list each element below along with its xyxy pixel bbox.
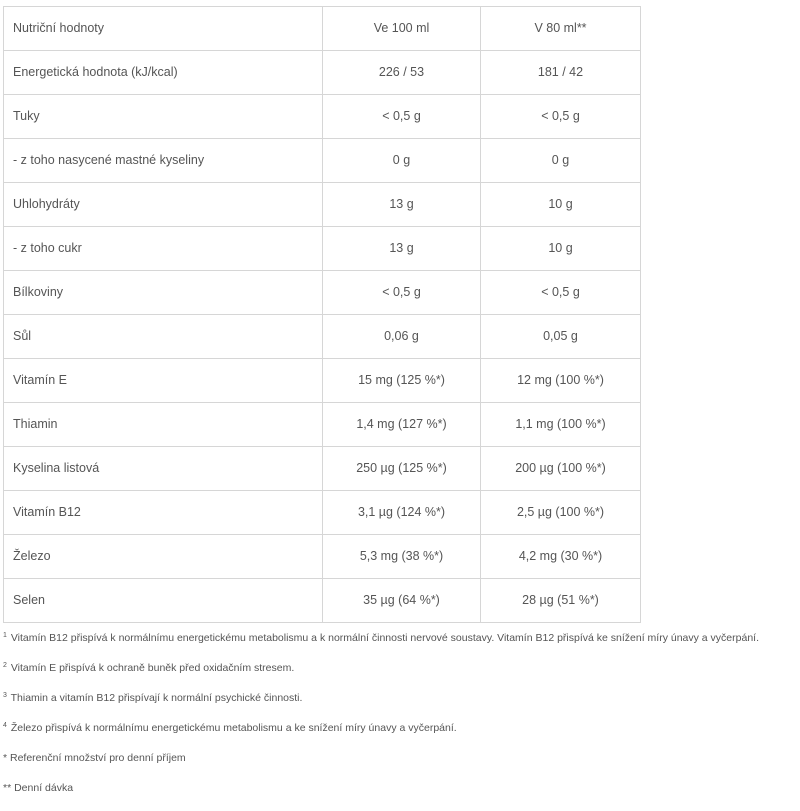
nutrient-name: Sůl (4, 315, 323, 359)
value-per-100ml: 15 mg (125 %*) (323, 359, 481, 403)
table-row (4, 579, 641, 623)
table-row (4, 183, 641, 227)
nutrient-name: Bílkoviny (4, 271, 323, 315)
table-row (4, 535, 641, 579)
value-per-100ml: 13 g (323, 183, 481, 227)
footnote-text: ** Denní dávka (3, 782, 74, 794)
footnote (3, 631, 798, 661)
value-per-80ml: 28 µg (51 %*) (481, 579, 641, 623)
nutrient-name: Kyselina listová (4, 447, 323, 491)
value-per-80ml: 2,5 µg (100 %*) (481, 491, 641, 535)
value-per-100ml: < 0,5 g (323, 271, 481, 315)
header-per-100ml: Ve 100 ml (323, 7, 481, 51)
value-per-100ml: 250 µg (125 %*) (323, 447, 481, 491)
nutrient-name: Tuky (4, 95, 323, 139)
nutrient-name: Uhlohydráty (4, 183, 323, 227)
value-per-80ml: 10 g (481, 183, 641, 227)
table-row (4, 359, 641, 403)
table-row (4, 491, 641, 535)
table-row (4, 447, 641, 491)
value-per-100ml: 0 g (323, 139, 481, 183)
nutrient-name: - z toho cukr (4, 227, 323, 271)
table-row (4, 139, 641, 183)
footnote-text: Železo přispívá k normálnímu energetickému metabolismu a ke snížení míry únavy a vyčerpání. (7, 722, 457, 734)
value-per-100ml: 1,4 mg (127 %*) (323, 403, 481, 447)
value-per-80ml: 10 g (481, 227, 641, 271)
table-row (4, 271, 641, 315)
footnote-mark: 2 (3, 662, 7, 669)
footnote-mark: 3 (3, 692, 7, 699)
value-per-80ml: 1,1 mg (100 %*) (481, 403, 641, 447)
footnote (3, 781, 798, 811)
footnote-text: Vitamín B12 přispívá k normálnímu energetickému metabolismu a k normální činnosti nervové soustavy. Vitamín B12 přispívá ke snížení míry únavy a vyčerpání. (7, 632, 759, 644)
footnote-text: Thiamin a vitamín B12 přispívají k normální psychické činnosti. (7, 692, 303, 704)
header-per-80ml: V 80 ml** (481, 7, 641, 51)
table-row (4, 51, 641, 95)
table-row (4, 403, 641, 447)
nutrient-name: - z toho nasycené mastné kyseliny (4, 139, 323, 183)
value-per-80ml: < 0,5 g (481, 95, 641, 139)
table-row (4, 227, 641, 271)
footnote (3, 661, 798, 691)
value-per-80ml: 0 g (481, 139, 641, 183)
footnote (3, 691, 798, 721)
value-per-80ml: < 0,5 g (481, 271, 641, 315)
nutrition-table (3, 6, 641, 623)
value-per-100ml: 3,1 µg (124 %*) (323, 491, 481, 535)
value-per-80ml: 0,05 g (481, 315, 641, 359)
value-per-100ml: 13 g (323, 227, 481, 271)
nutrient-name: Energetická hodnota (kJ/kcal) (4, 51, 323, 95)
nutrient-name: Selen (4, 579, 323, 623)
value-per-100ml: 226 / 53 (323, 51, 481, 95)
header-nutrient: Nutriční hodnoty (4, 7, 323, 51)
nutrient-name: Vitamín E (4, 359, 323, 403)
footnote (3, 751, 798, 781)
table-header-row (4, 7, 641, 51)
footnote-text: Vitamín E přispívá k ochraně buněk před oxidačním stresem. (7, 662, 295, 674)
footnote-text: * Referenční množství pro denní příjem (3, 752, 186, 764)
footnote (3, 721, 798, 751)
nutrient-name: Thiamin (4, 403, 323, 447)
footnote-mark: 1 (3, 632, 7, 639)
table-row (4, 95, 641, 139)
value-per-100ml: < 0,5 g (323, 95, 481, 139)
footnotes (3, 631, 798, 811)
value-per-80ml: 200 µg (100 %*) (481, 447, 641, 491)
footnote-mark: 4 (3, 722, 7, 729)
value-per-100ml: 5,3 mg (38 %*) (323, 535, 481, 579)
value-per-80ml: 181 / 42 (481, 51, 641, 95)
value-per-80ml: 12 mg (100 %*) (481, 359, 641, 403)
nutrient-name: Železo (4, 535, 323, 579)
value-per-100ml: 0,06 g (323, 315, 481, 359)
value-per-100ml: 35 µg (64 %*) (323, 579, 481, 623)
value-per-80ml: 4,2 mg (30 %*) (481, 535, 641, 579)
nutrient-name: Vitamín B12 (4, 491, 323, 535)
table-row (4, 315, 641, 359)
